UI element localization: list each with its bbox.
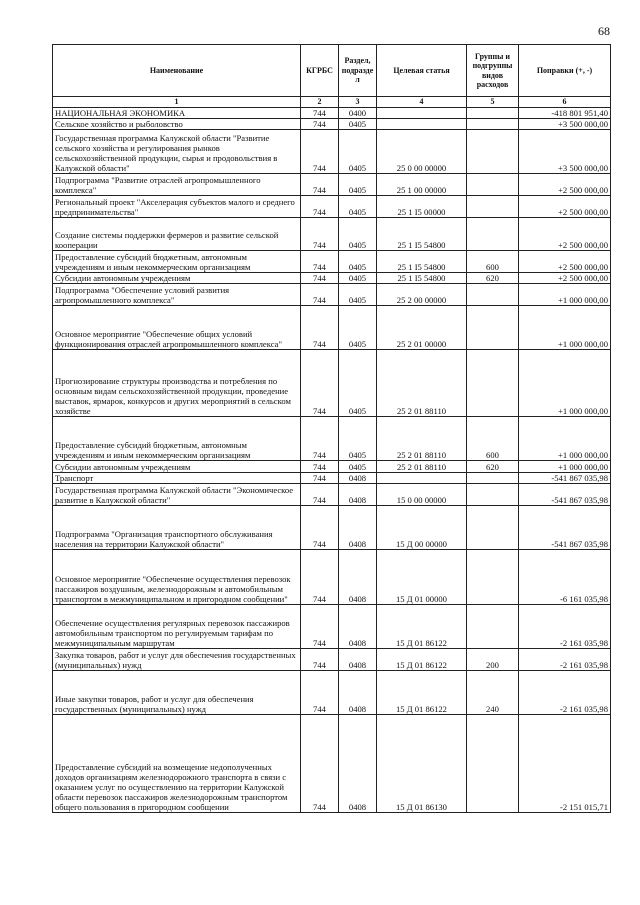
column-number: 4 xyxy=(377,97,467,108)
table-row xyxy=(53,715,611,813)
row-target: 25 2 01 88110 xyxy=(377,350,467,417)
row-section: 0408 xyxy=(339,484,377,506)
table-row xyxy=(53,306,611,350)
row-kgrbs: 744 xyxy=(301,473,339,484)
row-vr: 200 xyxy=(467,649,519,671)
table-row xyxy=(53,550,611,605)
row-kgrbs: 744 xyxy=(301,218,339,251)
column-number-row xyxy=(53,97,611,108)
row-kgrbs: 744 xyxy=(301,119,339,130)
row-kgrbs: 744 xyxy=(301,417,339,461)
row-section: 0405 xyxy=(339,196,377,218)
row-target: 25 2 01 88110 xyxy=(377,461,467,473)
table-row xyxy=(53,417,611,461)
table-row xyxy=(53,196,611,218)
row-amount: -541 867 035,98 xyxy=(519,506,611,550)
row-name: Региональный проект "Акселерация субъектов малого и среднего предпринимательства" xyxy=(53,196,301,218)
row-target xyxy=(377,119,467,130)
row-kgrbs: 744 xyxy=(301,350,339,417)
row-kgrbs: 744 xyxy=(301,251,339,273)
row-amount: -2 151 015,71 xyxy=(519,715,611,813)
row-target xyxy=(377,108,467,119)
row-amount: -541 867 035,98 xyxy=(519,473,611,484)
row-amount: +2 500 000,00 xyxy=(519,251,611,273)
header-section: Раздел, подразде л xyxy=(339,45,377,97)
row-section: 0405 xyxy=(339,273,377,284)
row-amount: -2 161 035,98 xyxy=(519,605,611,649)
row-vr xyxy=(467,350,519,417)
row-amount: +3 500 000,00 xyxy=(519,119,611,130)
row-target: 15 Д 01 00000 xyxy=(377,550,467,605)
row-kgrbs: 744 xyxy=(301,506,339,550)
row-section: 0405 xyxy=(339,284,377,306)
row-target: 25 1 I5 00000 xyxy=(377,196,467,218)
row-section: 0408 xyxy=(339,649,377,671)
table-row xyxy=(53,671,611,715)
row-target: 25 1 00 00000 xyxy=(377,174,467,196)
row-section: 0400 xyxy=(339,108,377,119)
row-section: 0405 xyxy=(339,119,377,130)
column-number: 1 xyxy=(53,97,301,108)
header-target: Целевая статья xyxy=(377,45,467,97)
row-name: Предоставление субсидий на возмещение недополученных доходов организациям железнодорожного транспорта в связи с оказанием услуг по осуществлению на территории Калужской области перевозок пассажиров железнодорожным транспортом общего пользования в пригородном сообщении xyxy=(53,715,301,813)
row-name: Предоставление субсидий бюджетным, автономным учреждениям и иным некоммерческим организациям xyxy=(53,417,301,461)
table-row xyxy=(53,218,611,251)
row-amount: +2 500 000,00 xyxy=(519,196,611,218)
row-amount: +1 000 000,00 xyxy=(519,350,611,417)
row-amount: +2 500 000,00 xyxy=(519,218,611,251)
row-vr xyxy=(467,484,519,506)
row-kgrbs: 744 xyxy=(301,306,339,350)
row-name: Субсидии автономным учреждениям xyxy=(53,273,301,284)
row-vr xyxy=(467,306,519,350)
row-vr xyxy=(467,506,519,550)
row-target: 25 1 I5 54800 xyxy=(377,251,467,273)
row-section: 0405 xyxy=(339,350,377,417)
row-target: 25 2 00 00000 xyxy=(377,284,467,306)
header-kgrbs: КГРБС xyxy=(301,45,339,97)
table-row xyxy=(53,251,611,273)
row-amount: +1 000 000,00 xyxy=(519,306,611,350)
row-target xyxy=(377,473,467,484)
row-target: 15 Д 00 00000 xyxy=(377,506,467,550)
row-amount: +1 000 000,00 xyxy=(519,417,611,461)
row-section: 0408 xyxy=(339,605,377,649)
row-amount: +2 500 000,00 xyxy=(519,174,611,196)
row-vr xyxy=(467,119,519,130)
row-vr xyxy=(467,108,519,119)
table-row xyxy=(53,473,611,484)
column-number: 6 xyxy=(519,97,611,108)
row-target: 15 0 00 00000 xyxy=(377,484,467,506)
row-name: Государственная программа Калужской области "Экономическое развитие в Калужской области" xyxy=(53,484,301,506)
row-name: Подпрограмма "Обеспечение условий развития агропромышленного комплекса" xyxy=(53,284,301,306)
row-name: НАЦИОНАЛЬНАЯ ЭКОНОМИКА xyxy=(53,108,301,119)
row-name: Подпрограмма "Организация транспортного обслуживания населения на территории Калужской области" xyxy=(53,506,301,550)
row-kgrbs: 744 xyxy=(301,649,339,671)
row-vr xyxy=(467,218,519,251)
row-amount: +1 000 000,00 xyxy=(519,461,611,473)
row-name: Основное мероприятие "Обеспечение осуществления перевозок пассажиров воздушным, железнодорожным и автомобильным транспортом в межмуниципальном и пригородном сообщении" xyxy=(53,550,301,605)
row-section: 0405 xyxy=(339,218,377,251)
row-target: 25 1 I5 54800 xyxy=(377,218,467,251)
row-target: 25 0 00 00000 xyxy=(377,130,467,174)
row-target: 15 Д 01 86122 xyxy=(377,649,467,671)
row-section: 0405 xyxy=(339,174,377,196)
row-name: Закупка товаров, работ и услуг для обеспечения государственных (муниципальных) нужд xyxy=(53,649,301,671)
row-target: 25 2 01 00000 xyxy=(377,306,467,350)
row-amount: -6 161 035,98 xyxy=(519,550,611,605)
table-row xyxy=(53,108,611,119)
row-kgrbs: 744 xyxy=(301,605,339,649)
column-number: 3 xyxy=(339,97,377,108)
row-amount: +3 500 000,00 xyxy=(519,130,611,174)
row-vr xyxy=(467,284,519,306)
table-row xyxy=(53,174,611,196)
row-amount: -418 801 951,40 xyxy=(519,108,611,119)
row-vr xyxy=(467,174,519,196)
row-name: Подпрограмма "Развитие отраслей агропромышленного комплекса" xyxy=(53,174,301,196)
row-kgrbs: 744 xyxy=(301,196,339,218)
table-row xyxy=(53,284,611,306)
row-vr xyxy=(467,715,519,813)
row-target: 25 2 01 88110 xyxy=(377,417,467,461)
row-target: 15 Д 01 86122 xyxy=(377,605,467,649)
row-name: Обеспечение осуществления регулярных перевозок пассажиров автомобильным транспортом по регулируемым тарифам по межмуниципальным маршрутам xyxy=(53,605,301,649)
row-target: 25 1 I5 54800 xyxy=(377,273,467,284)
table-row xyxy=(53,506,611,550)
row-target: 15 Д 01 86130 xyxy=(377,715,467,813)
row-name: Прогнозирование структуры производства и потребления по основным видам сельскохозяйственной продукции, проведение выставок, ярмарок, конкурсов и других мероприятий в сельском хозяйстве xyxy=(53,350,301,417)
row-name: Сельское хозяйство и рыболовство xyxy=(53,119,301,130)
row-vr xyxy=(467,605,519,649)
header-row xyxy=(53,45,611,97)
table-row xyxy=(53,605,611,649)
header-name: Наименование xyxy=(53,45,301,97)
row-amount: -2 161 035,98 xyxy=(519,671,611,715)
row-kgrbs: 744 xyxy=(301,461,339,473)
row-amount: +2 500 000,00 xyxy=(519,273,611,284)
header-amount: Поправки (+, -) xyxy=(519,45,611,97)
row-name: Транспорт xyxy=(53,473,301,484)
row-kgrbs: 744 xyxy=(301,108,339,119)
row-name: Создание системы поддержки фермеров и развитие сельской кооперации xyxy=(53,218,301,251)
row-vr xyxy=(467,473,519,484)
row-kgrbs: 744 xyxy=(301,273,339,284)
row-section: 0405 xyxy=(339,130,377,174)
row-section: 0408 xyxy=(339,550,377,605)
table-row xyxy=(53,461,611,473)
table-row xyxy=(53,484,611,506)
row-kgrbs: 744 xyxy=(301,130,339,174)
row-name: Иные закупки товаров, работ и услуг для обеспечения государственных (муниципальных) нужд xyxy=(53,671,301,715)
row-vr xyxy=(467,130,519,174)
row-name: Субсидии автономным учреждениям xyxy=(53,461,301,473)
column-number: 5 xyxy=(467,97,519,108)
table-row xyxy=(53,649,611,671)
row-section: 0408 xyxy=(339,715,377,813)
row-section: 0405 xyxy=(339,306,377,350)
page-number: 68 xyxy=(598,24,610,38)
row-amount: +1 000 000,00 xyxy=(519,284,611,306)
row-vr: 620 xyxy=(467,273,519,284)
row-target: 15 Д 01 86122 xyxy=(377,671,467,715)
table-row xyxy=(53,273,611,284)
table-row xyxy=(53,130,611,174)
row-section: 0408 xyxy=(339,473,377,484)
row-name: Основное мероприятие "Обеспечение общих условий функционирования отраслей агропромышленного комплекса" xyxy=(53,306,301,350)
budget-table xyxy=(52,44,611,813)
row-kgrbs: 744 xyxy=(301,284,339,306)
table-row xyxy=(53,119,611,130)
row-amount: -541 867 035,98 xyxy=(519,484,611,506)
row-vr: 240 xyxy=(467,671,519,715)
row-kgrbs: 744 xyxy=(301,715,339,813)
row-name: Предоставление субсидий бюджетным, автономным учреждениям и иным некоммерческим организациям xyxy=(53,251,301,273)
row-section: 0405 xyxy=(339,417,377,461)
row-kgrbs: 744 xyxy=(301,174,339,196)
column-number: 2 xyxy=(301,97,339,108)
row-section: 0405 xyxy=(339,461,377,473)
row-kgrbs: 744 xyxy=(301,550,339,605)
row-vr: 600 xyxy=(467,251,519,273)
row-kgrbs: 744 xyxy=(301,484,339,506)
row-vr xyxy=(467,196,519,218)
row-section: 0408 xyxy=(339,506,377,550)
header-vr: Группы и подгруппы видов расходов xyxy=(467,45,519,97)
row-vr: 620 xyxy=(467,461,519,473)
row-section: 0405 xyxy=(339,251,377,273)
table-row xyxy=(53,350,611,417)
row-vr: 600 xyxy=(467,417,519,461)
row-amount: -2 161 035,98 xyxy=(519,649,611,671)
row-section: 0408 xyxy=(339,671,377,715)
row-kgrbs: 744 xyxy=(301,671,339,715)
row-vr xyxy=(467,550,519,605)
row-name: Государственная программа Калужской области "Развитие сельского хозяйства и регулирования рынков сельскохозяйственной продукции, сырья и продовольствия в Калужской области" xyxy=(53,130,301,174)
table-body xyxy=(53,108,611,813)
